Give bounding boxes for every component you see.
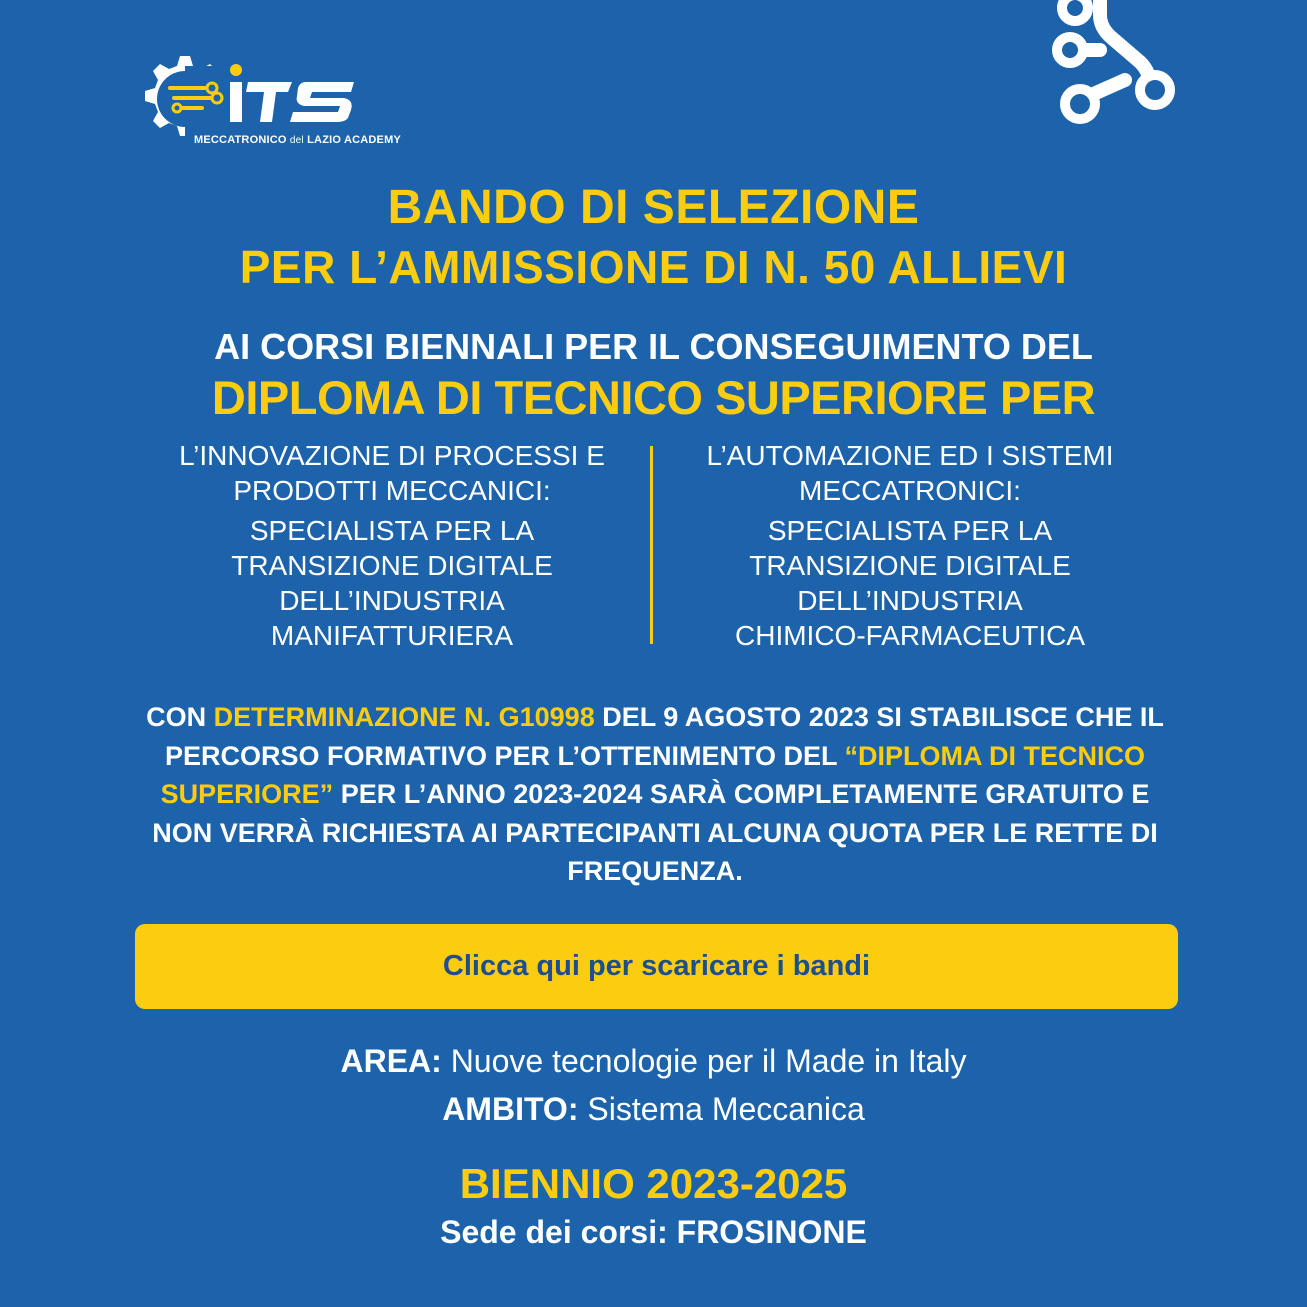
diploma-heading: DIPLOMA DI TECNICO SUPERIORE PER [211, 371, 1096, 424]
sede-label: Sede dei corsi: [440, 1214, 677, 1250]
course-spec: DELL’INDUSTRIA [279, 585, 505, 616]
course-left [132, 438, 652, 653]
determination-highlight: DETERMINAZIONE N. G10998 [213, 702, 595, 732]
page-title: BANDO DI SELEZIONE [387, 181, 920, 234]
area-value: Nuove tecnologie per il Made in Italy [441, 1043, 967, 1079]
biennio-heading: BIENNIO 2023-2025 [459, 1160, 848, 1207]
sede-line [0, 1214, 1307, 1251]
ambito-line [0, 1091, 1307, 1128]
sede-value: FROSINONE [676, 1214, 867, 1250]
course-spec: SPECIALISTA PER LA [249, 515, 535, 546]
logo-caption-c: LAZIO ACADEMY [307, 134, 401, 146]
course-title: PRODOTTI MECCANICI: [233, 475, 551, 506]
ambito-label: AMBITO: [442, 1091, 579, 1127]
diploma-highlight: “DIPLOMA DI TECNICO SUPERIORE” [160, 740, 1146, 809]
area-label: AREA: [340, 1043, 442, 1079]
logo-caption-a: MECCATRONICO [194, 134, 287, 146]
download-button-label: Clicca qui per scaricare i bandi [442, 950, 871, 982]
course-title: L’AUTOMAZIONE ED I SISTEMI [706, 440, 1114, 471]
circuit-nodes-icon [1040, 0, 1190, 135]
course-spec: DELL’INDUSTRIA [797, 585, 1023, 616]
notice-paragraph [135, 698, 1175, 891]
notice-text: DEL 9 AGOSTO 2023 SI STABILISCE CHE IL PERCORSO FORMATIVO PER L’OTTENIMENTO DEL [164, 702, 1164, 771]
course-spec: SPECIALISTA PER LA [767, 515, 1053, 546]
page-title-line2: PER L’AMMISSIONE DI N. 50 ALLIEVI [239, 241, 1068, 293]
area-line [0, 1043, 1307, 1080]
logo-caption-b: del [289, 135, 304, 146]
ambito-value: Sistema Meccanica [578, 1091, 865, 1127]
download-bandi-button[interactable] [135, 924, 1178, 1009]
notice-text: PER L’ANNO 2023-2024 SARÀ COMPLETAMENTE GRATUITO E NON VERRÀ RICHIESTA AI PARTECIPANTI ALCUNA QUOTA PER LE RETTE DI FREQUENZA. [152, 779, 1158, 886]
course-title: L’INNOVAZIONE DI PROCESSI E [179, 440, 605, 471]
course-spec: CHIMICO-FARMACEUTICA [735, 620, 1085, 651]
course-title: MECCATRONICI: [799, 475, 1021, 506]
course-right [650, 438, 1170, 653]
subtitle: AI CORSI BIENNALI PER IL CONSEGUIMENTO DEL [214, 326, 1093, 367]
its-logo [132, 48, 432, 158]
course-spec: TRANSIZIONE DIGITALE [749, 550, 1071, 581]
notice-text: CON [146, 702, 214, 732]
course-spec: TRANSIZIONE DIGITALE [231, 550, 553, 581]
logo-caption [194, 134, 401, 146]
course-spec: MANIFATTURIERA [270, 620, 514, 651]
